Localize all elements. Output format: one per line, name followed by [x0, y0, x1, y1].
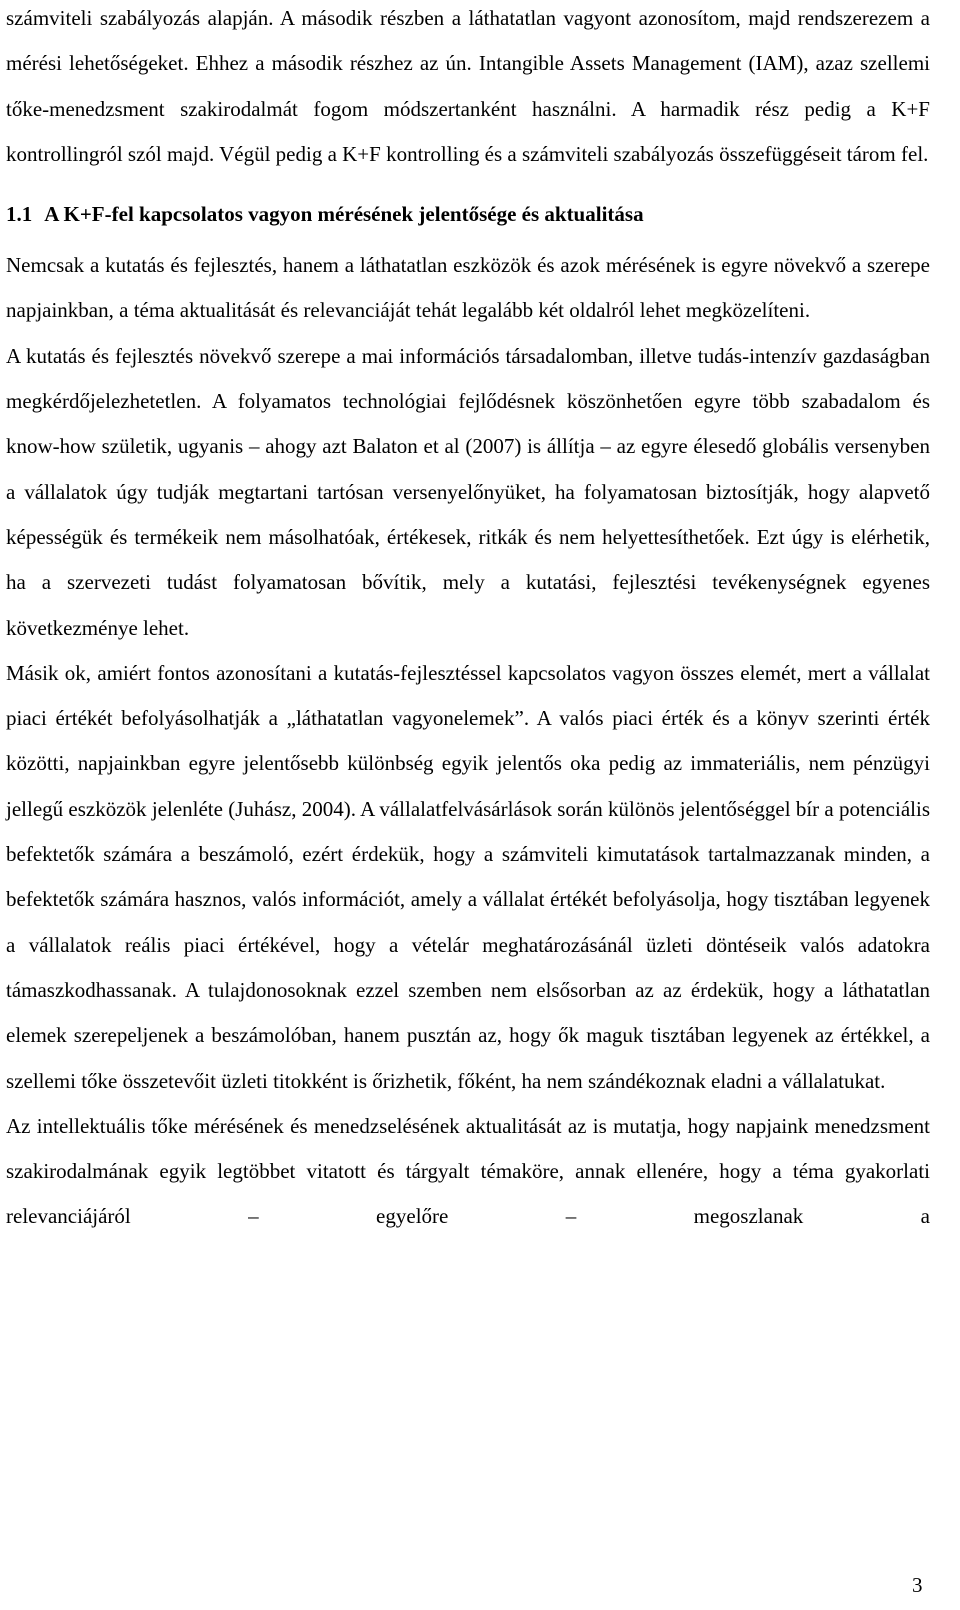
body-paragraph-1: Nemcsak a kutatás és fejlesztés, hanem a láthatatlan eszközök és azok mérésének is egyre növekvő a szerepe napjainkban, a téma aktualitását és relevanciáját tehát legalább két oldalról lehet megközelíteni. — [6, 253, 930, 323]
section-title: A K+F-fel kapcsolatos vagyon mérésének jelentősége és aktualitása — [44, 202, 644, 227]
intro-paragraph: számviteli szabályozás alapján. A második részben a láthatatlan vagyont azonosítom, majd rendszerezem a mérési lehetőségeket. Ehhez a második részhez az ún. Intangible Assets Management (IAM), azaz szellemi tőke-menedzsment szakirodalmát fogom módszertanként használni. A harmadik rész pedig a K+F kontrollingról szól majd. Végül pedig a K+F kontrolling és a számviteli szabályozás összefüggéseit tárom fel. — [6, 6, 930, 166]
body-paragraph-3: Másik ok, amiért fontos azonosítani a kutatás-fejlesztéssel kapcsolatos vagyon összes elemét, mert a vállalat piaci értékét befolyásolhatják a „láthatatlan vagyonelemek”. A valós piaci érték és a könyv szerinti érték közötti, napjainkban egyre jelentősebb különbség egyik jelentős oka pedig az immateriális, nem pénzügyi jellegű eszközök jelenléte (Juhász, 2004). A vállalatfelvásárlások során különös jelentőséggel bír a potenciális befektetők számára a beszámoló, ezért érdekük, hogy a számviteli kimutatások tartalmazzanak minden, a befektetők számára hasznos, valós információt, amely a vállalat értékét befolyásolja, hogy tisztában legyenek a vállalatok reális piaci értékével, hogy a vételár meghatározásánál üzleti döntéseik valós adatokra támaszkodhassanak. A tulajdonosoknak ezzel szemben nem elsősorban az az érdekük, hogy a láthatatlan elemek szerepeljenek a beszámolóban, hanem pusztán az, hogy ők maguk tisztában legyenek az értékkel, a szellemi tőke összetevőit üzleti titokként is őrizhetik, főként, ha nem szándékoznak eladni a vállalatukat. — [6, 660, 930, 1093]
section-number: 1.1 — [6, 202, 33, 227]
body-paragraph-2: A kutatás és fejlesztés növekvő szerepe a mai információs társadalomban, illetve tudás-intenzív gazdaságban megkérdőjelezhetetlen. A folyamatos technológiai fejlődésnek köszönhetően egyre több szabadalom és know-how születik, ugyanis – ahogy azt Balaton et al (2007) is állítja – az egyre élesedő globális versenyben a vállalatok úgy tudják megtartani tartósan versenyelőnyüket, ha folyamatosan biztosítják, hogy alapvető képességük és termékeik nem másolhatóak, értékesek, ritkák és nem helyettesíthetőek. Ezt úgy is elérhetik, ha a szervezeti tudást folyamatosan bővítik, mely a kutatási, fejlesztési tevékenységnek egyenes következménye lehet. — [6, 343, 930, 640]
document-page — [6, 0, 930, 1240]
body-paragraph-4: Az intellektuális tőke mérésének és menedzselésének aktualitását az is mutatja, hogy napjaink menedzsment szakirodalmának egyik legtöbbet vitatott és tárgyalt témaköre, annak ellenére, hogy a téma gyakorlati relevanciájáról – egyelőre – megoszlanak a — [6, 1113, 930, 1229]
section-heading — [6, 192, 930, 237]
page-number: 3 — [912, 1573, 923, 1597]
